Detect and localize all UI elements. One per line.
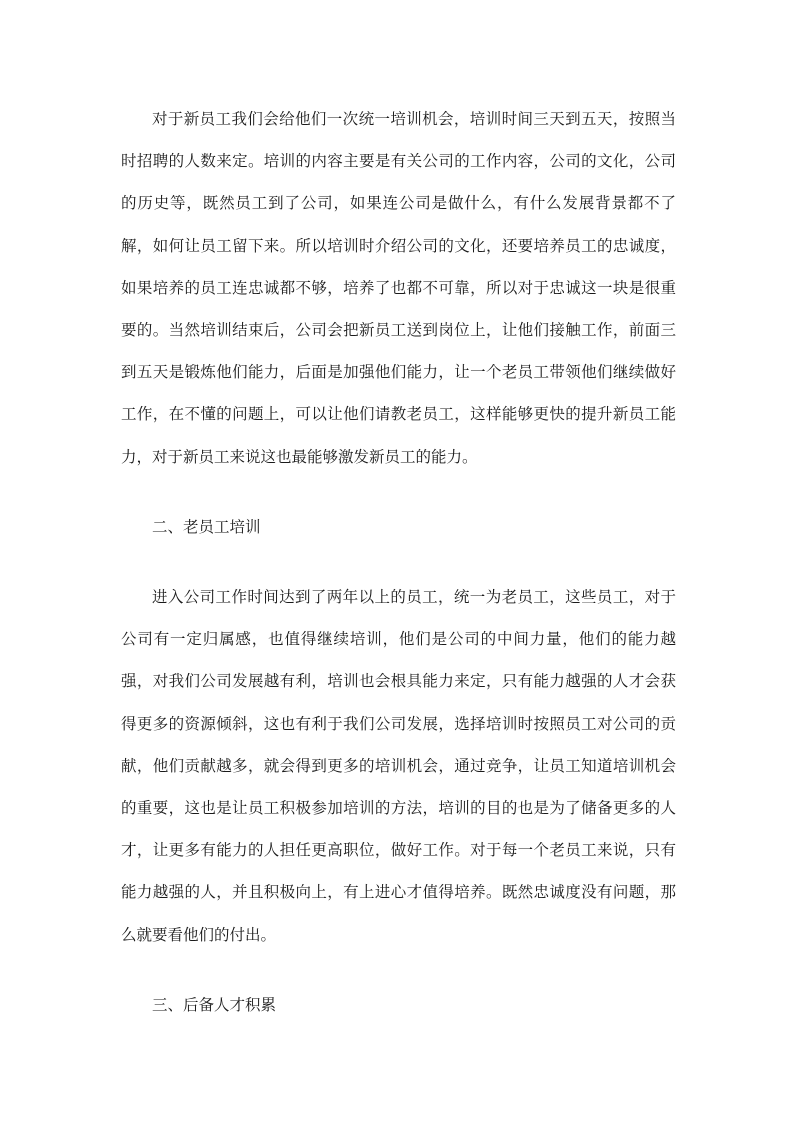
section-heading-talent-reserve: 三、后备人才积累 <box>152 995 277 1014</box>
paragraph-new-employee-training: 对于新员工我们会给他们一次统一培训机会，培训时间三天到五天，按照当时招聘的人数来定。培训的内容主要是有关公司的工作内容，公司的文化，公司的历史等，既然员工到了公司，如果连公司是做什么，有什么发展背景都不了解，如何让员工留下来。所以培训时介绍公司的文化，还要培养员工的忠诚度，如果培养的员工连忠诚都不够，培养了也都不可靠，所以对于忠诚这一块是很重要的。当然培训结束后，公司会把新员工送到岗位上，让他们接触工作，前面三到五天是锻炼他们能力，后面是加强他们能力，让一个老员工带领他们继续做好工作，在不懂的问题上，可以让他们请教老员工，这样能够更快的提升新员工能力，对于新员工来说这也最能够激发新员工的能力。 <box>121 110 676 466</box>
document-body <box>121 98 676 1026</box>
section-heading-veteran-training: 二、老员工培训 <box>152 517 261 536</box>
paragraph-spacer <box>121 548 676 576</box>
paragraph-spacer <box>121 956 676 984</box>
paragraph-spacer <box>121 478 676 506</box>
paragraph-veteran-employee-training: 进入公司工作时间达到了两年以上的员工，统一为老员工，这些员工，对于公司有一定归属感，也值得继续培训，他们是公司的中间力量，他们的能力越强，对我们公司发展越有利，培训也会根具能力来定，只有能力越强的人才会获得更多的资源倾斜，这也有利于我们公司发展，选择培训时按照员工对公司的贡献，他们贡献越多，就会得到更多的培训机会，通过竞争，让员工知道培训机会的重要，这也是让员工积极参加培训的方法，培训的目的也是为了储备更多的人才，让更多有能力的人担任更高职位，做好工作。对于每一个老员工来说，只有能力越强的人，并且积极向上，有上进心才值得培养。既然忠诚度没有问题，那么就要看他们的付出。 <box>121 588 676 944</box>
